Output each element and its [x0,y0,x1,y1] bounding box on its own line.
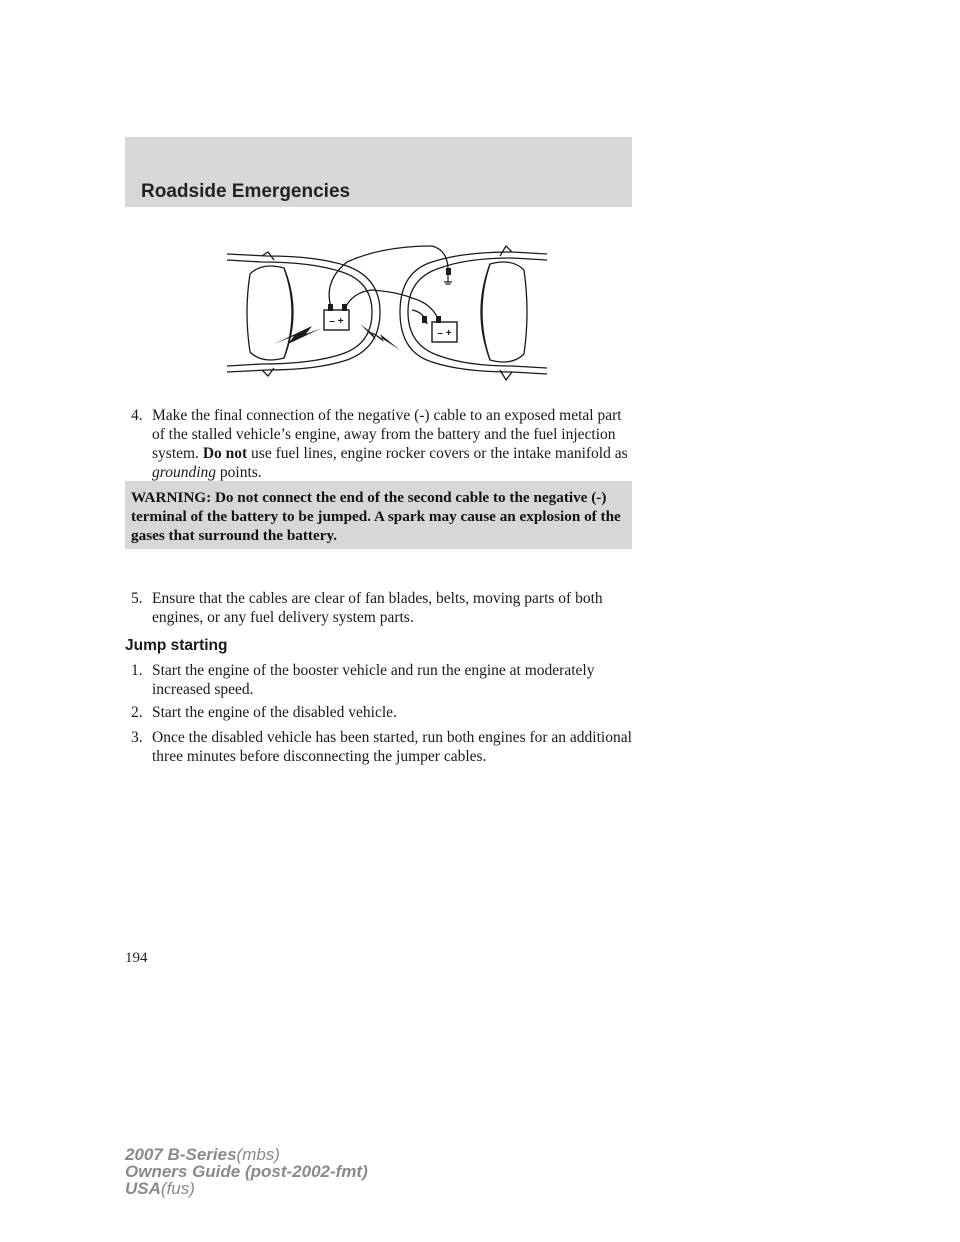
step-number: 3. [131,729,143,746]
step-number: 1. [131,662,143,679]
jump-starting-heading: Jump starting [125,637,228,654]
footer-line-1: 2007 B-Series(mbs) [125,1145,280,1164]
warning-text: WARNING: Do not connect the end of the second cable to the negative (-) terminal of the battery to be jumped. A spark may cause an explosion of the gases that surround the battery. [131,489,621,544]
step-text: Make the final connection of the negative (-) cable to an exposed metal part of the stalled vehicle’s engine, away from the battery and the fuel injection system. Do not use fuel lines, engine rocker covers or the intake manifold as grounding points. [152,407,628,481]
jump-step-2 [131,703,636,722]
step-number: 5. [131,590,143,607]
footer-line-2: Owners Guide (post-2002-fmt) [125,1162,368,1181]
footer-line-3: USA(fus) [125,1179,195,1198]
step-number: 2. [131,704,143,721]
section-title: Roadside Emergencies [141,181,351,202]
step-4 [131,406,636,482]
step-text: Start the engine of the disabled vehicle. [152,704,397,721]
jump-step-3 [131,728,636,766]
left-battery-label: – + [329,316,344,327]
right-battery-label: – + [437,328,452,339]
spark-left-icon [274,326,322,344]
jump-start-diagram [222,232,552,394]
step-text: Once the disabled vehicle has been started, run both engines for an additional three minutes before disconnecting the jumper cables. [152,729,632,765]
page-number: 194 [125,950,148,966]
warning-box [125,481,632,549]
step-5 [131,589,636,627]
step-text: Start the engine of the booster vehicle and run the engine at moderately increased speed. [152,662,595,698]
ground-symbol-icon [444,275,452,284]
section-header [125,137,632,207]
jump-step-1 [131,661,636,699]
step-number: 4. [131,407,143,424]
step-text: Ensure that the cables are clear of fan blades, belts, moving parts of both engines, or any fuel delivery system parts. [152,590,603,626]
left-battery-icon [324,310,349,330]
document-footer [125,1146,368,1197]
jump-start-illustration [222,232,552,394]
right-battery-icon [432,322,457,342]
